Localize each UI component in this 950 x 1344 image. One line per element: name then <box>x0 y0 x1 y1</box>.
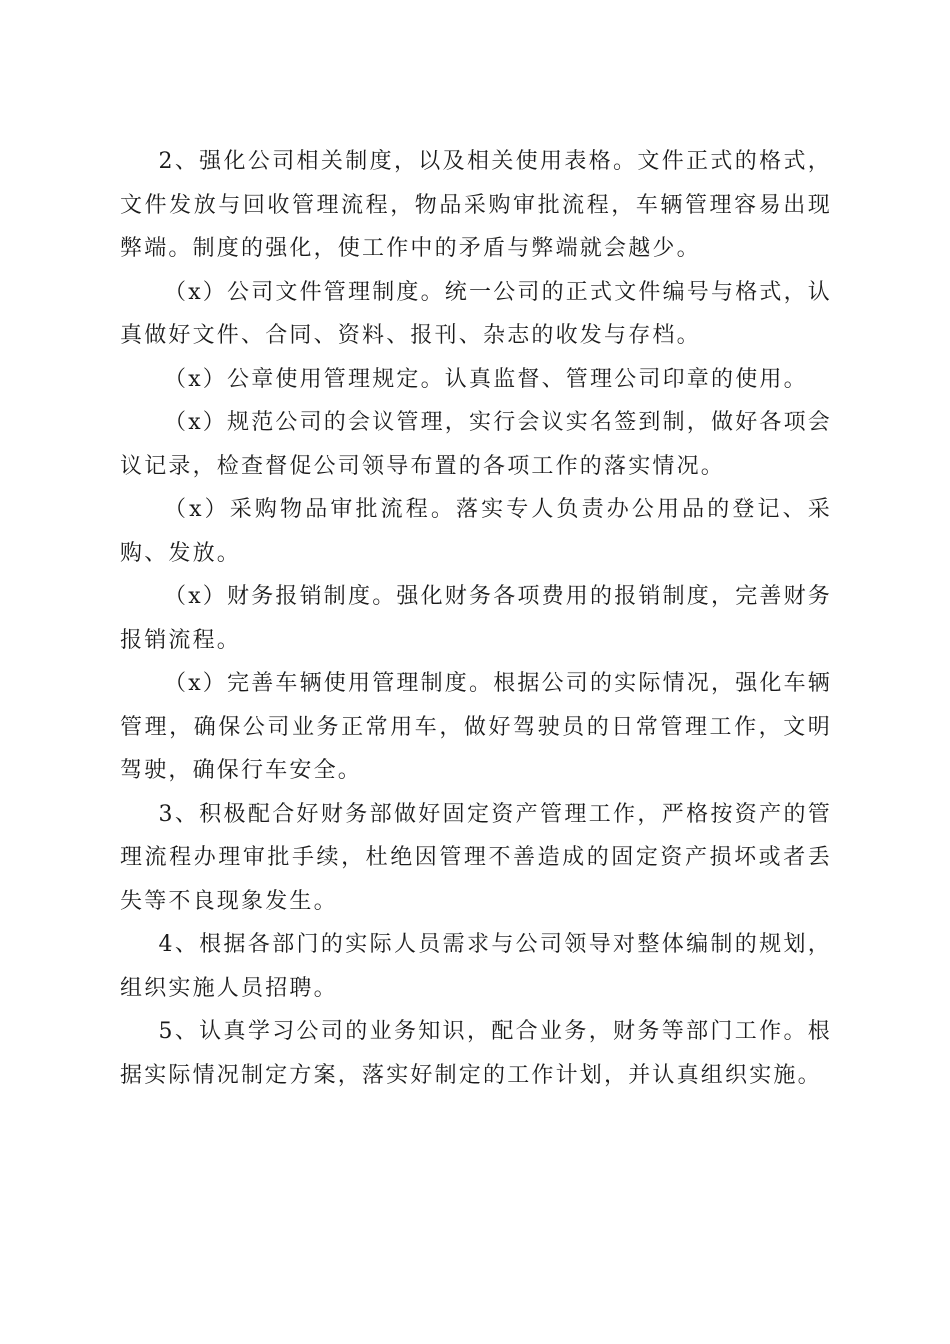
paragraph-subitem-file-management: （x）公司文件管理制度。统一公司的正式文件编号与格式，认真做好文件、合同、资料、报刊、杂志的收发与存档。 <box>120 279 833 348</box>
paragraph-subitem-purchase-approval: （x）采购物品审批流程。落实专人负责办公用品的登记、采购、发放。 <box>120 497 832 566</box>
paragraph-subitem-vehicle-management: （x）完善车辆使用管理制度。根据公司的实际情况，强化车辆管理，确保公司业务正常用车，做好驾驶员的日常管理工作，文明驾驶，确保行车安全。 <box>120 671 833 783</box>
paragraph-item-2: 2、强化公司相关制度，以及相关使用表格。文件正式的格式，文件发放与回收管理流程，物品采购审批流程，车辆管理容易出现弊端。制度的强化，使工作中的矛盾与弊端就会越少。 <box>120 149 832 261</box>
paragraph-item-5: 5、认真学习公司的业务知识，配合业务，财务等部门工作。根据实际情况制定方案，落实好制定的工作计划，并认真组织实施。 <box>120 1019 832 1088</box>
paragraph-subitem-meeting-management: （x）规范公司的会议管理，实行会议实名签到制，做好各项会议记录，检查督促公司领导布置的各项工作的落实情况。 <box>120 410 833 479</box>
document-body <box>120 140 832 1097</box>
paragraph-subitem-finance-reimbursement: （x）财务报销制度。强化财务各项费用的报销制度，完善财务报销流程。 <box>120 584 833 653</box>
paragraph-subitem-seal-usage: （x）公章使用管理规定。认真监督、管理公司印章的使用。 <box>164 366 808 392</box>
paragraph-item-4: 4、根据各部门的实际人员需求与公司领导对整体编制的规划，组织实施人员招聘。 <box>120 932 832 1001</box>
paragraph-item-3: 3、积极配合好财务部做好固定资产管理工作，严格按资产的管理流程办理审批手续，杜绝因管理不善造成的固定资产损坏或者丢失等不良现象发生。 <box>120 801 832 914</box>
